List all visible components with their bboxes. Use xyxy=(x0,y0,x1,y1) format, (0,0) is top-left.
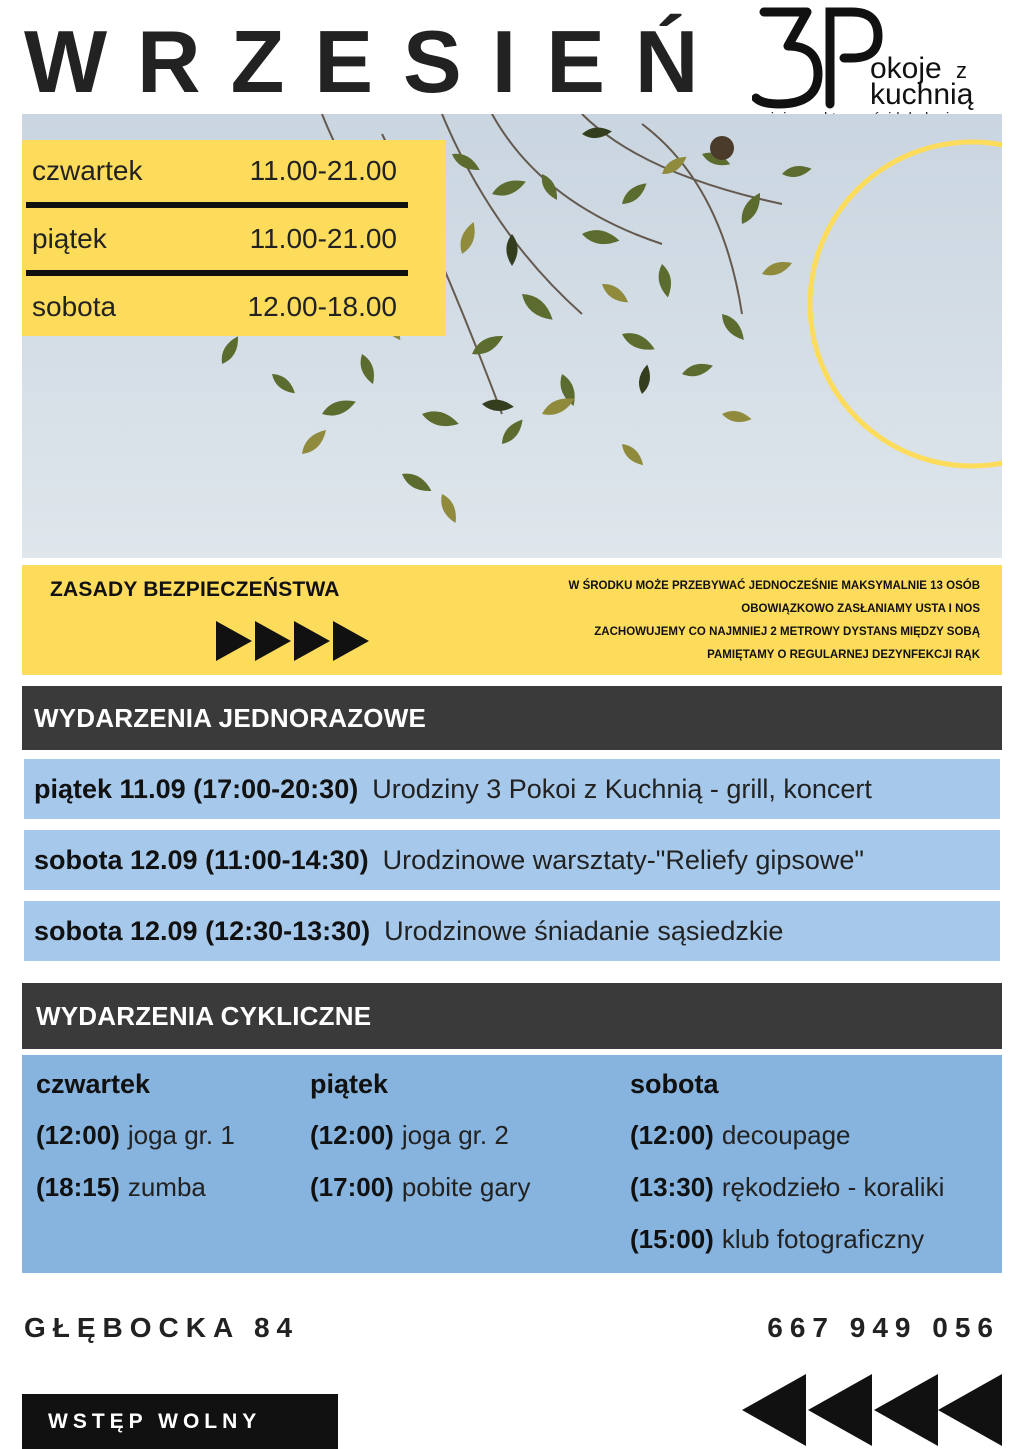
cyclic-item xyxy=(630,1213,944,1265)
cyclic-activity: decoupage xyxy=(721,1119,851,1150)
play-arrow-icon xyxy=(216,621,372,666)
event-title: Urodzinowe warsztaty-"Reliefy gipsowe" xyxy=(382,844,865,875)
cyclic-activity: klub fotograficzny xyxy=(721,1223,925,1254)
hours-row-friday xyxy=(32,208,446,270)
free-entry-badge: WSTĘP WOLNY xyxy=(22,1394,338,1449)
safety-title: ZASADY BEZPIECZEŃSTWA xyxy=(50,578,340,601)
event-date: piątek 11.09 (17:00-20:30) xyxy=(34,773,359,804)
cyclic-activity: pobite gary xyxy=(401,1171,531,1202)
event-title: Urodzinowe śniadanie sąsiedzkie xyxy=(384,915,784,946)
event-title: Urodziny 3 Pokoi z Kuchnią - grill, koncert xyxy=(372,773,872,804)
address: GŁĘBOCKA 84 xyxy=(24,1312,300,1343)
cyclic-item xyxy=(630,1109,944,1161)
svg-text:z: z xyxy=(956,58,967,83)
safety-rule: ZACHOWUJEMY CO NAJMNIEJ 2 METROWY DYSTANS MIĘDZY SOBĄ xyxy=(594,626,980,638)
svg-text:kuchnią: kuchnią xyxy=(870,78,974,111)
hours-time: 12.00-18.00 xyxy=(247,291,397,322)
cyclic-day-thursday xyxy=(36,1069,235,1213)
svg-text:okoje: okoje xyxy=(870,52,942,85)
safety-rules-box xyxy=(22,565,1002,675)
event-row xyxy=(22,828,1002,892)
cyclic-day-label: sobota xyxy=(630,1069,719,1099)
cyclic-time: (15:00) xyxy=(630,1223,714,1254)
event-row xyxy=(22,757,1002,821)
cyclic-item xyxy=(36,1109,235,1161)
cyclic-day-saturday xyxy=(630,1069,944,1265)
event-row xyxy=(22,899,1002,963)
cyclic-activity: joga gr. 1 xyxy=(127,1119,235,1150)
cyclic-day-label: czwartek xyxy=(36,1069,151,1099)
cyclic-time: (12:00) xyxy=(630,1119,714,1150)
cyclic-day-label: piątek xyxy=(310,1069,389,1099)
hours-row-thursday xyxy=(32,140,446,202)
cyclic-time: (17:00) xyxy=(310,1171,394,1202)
cyclic-activity: zumba xyxy=(127,1171,206,1202)
hours-day: sobota xyxy=(32,291,117,322)
hours-day: czwartek xyxy=(32,155,143,186)
rewind-arrow-icon xyxy=(742,1374,1004,1449)
cyclic-day-friday xyxy=(310,1069,530,1213)
opening-hours xyxy=(22,140,446,336)
phone-number: 667 949 056 xyxy=(767,1312,1000,1343)
cyclic-activity: joga gr. 2 xyxy=(401,1119,509,1150)
cyclic-item xyxy=(36,1161,235,1213)
safety-rules-list xyxy=(569,575,980,667)
cyclic-time: (18:15) xyxy=(36,1171,120,1202)
cyclic-activity: rękodzieło - koraliki xyxy=(721,1171,945,1202)
cyclic-time: (12:00) xyxy=(310,1119,394,1150)
hours-time: 11.00-21.00 xyxy=(249,223,397,254)
page-title: WRZESIEŃ xyxy=(24,12,729,111)
safety-rule: W ŚRODKU MOŻE PRZEBYWAĆ JEDNOCZEŚNIE MAKSYMALNIE 13 OSÓB xyxy=(568,580,980,592)
safety-rule: PAMIĘTAMY O REGULARNEJ DEZYNFEKCJI RĄK xyxy=(707,649,980,661)
one-time-events-heading: WYDARZENIA JEDNORAZOWE xyxy=(22,686,1002,750)
hours-row-saturday xyxy=(32,276,446,338)
hours-day: piątek xyxy=(32,223,107,254)
cyclic-item xyxy=(310,1161,530,1213)
cyclic-events-grid xyxy=(22,1055,1002,1273)
hours-time: 11.00-21.00 xyxy=(249,155,397,186)
safety-rule: OBOWIĄZKOWO ZASŁANIAMY USTA I NOS xyxy=(741,603,980,615)
cyclic-item xyxy=(630,1161,944,1213)
cyclic-events-heading: WYDARZENIA CYKLICZNE xyxy=(22,983,1002,1049)
event-date: sobota 12.09 (12:30-13:30) xyxy=(34,915,371,946)
event-date: sobota 12.09 (11:00-14:30) xyxy=(34,844,369,875)
cyclic-time: (12:00) xyxy=(36,1119,120,1150)
cyclic-time: (13:30) xyxy=(630,1171,714,1202)
cyclic-item xyxy=(310,1109,530,1161)
